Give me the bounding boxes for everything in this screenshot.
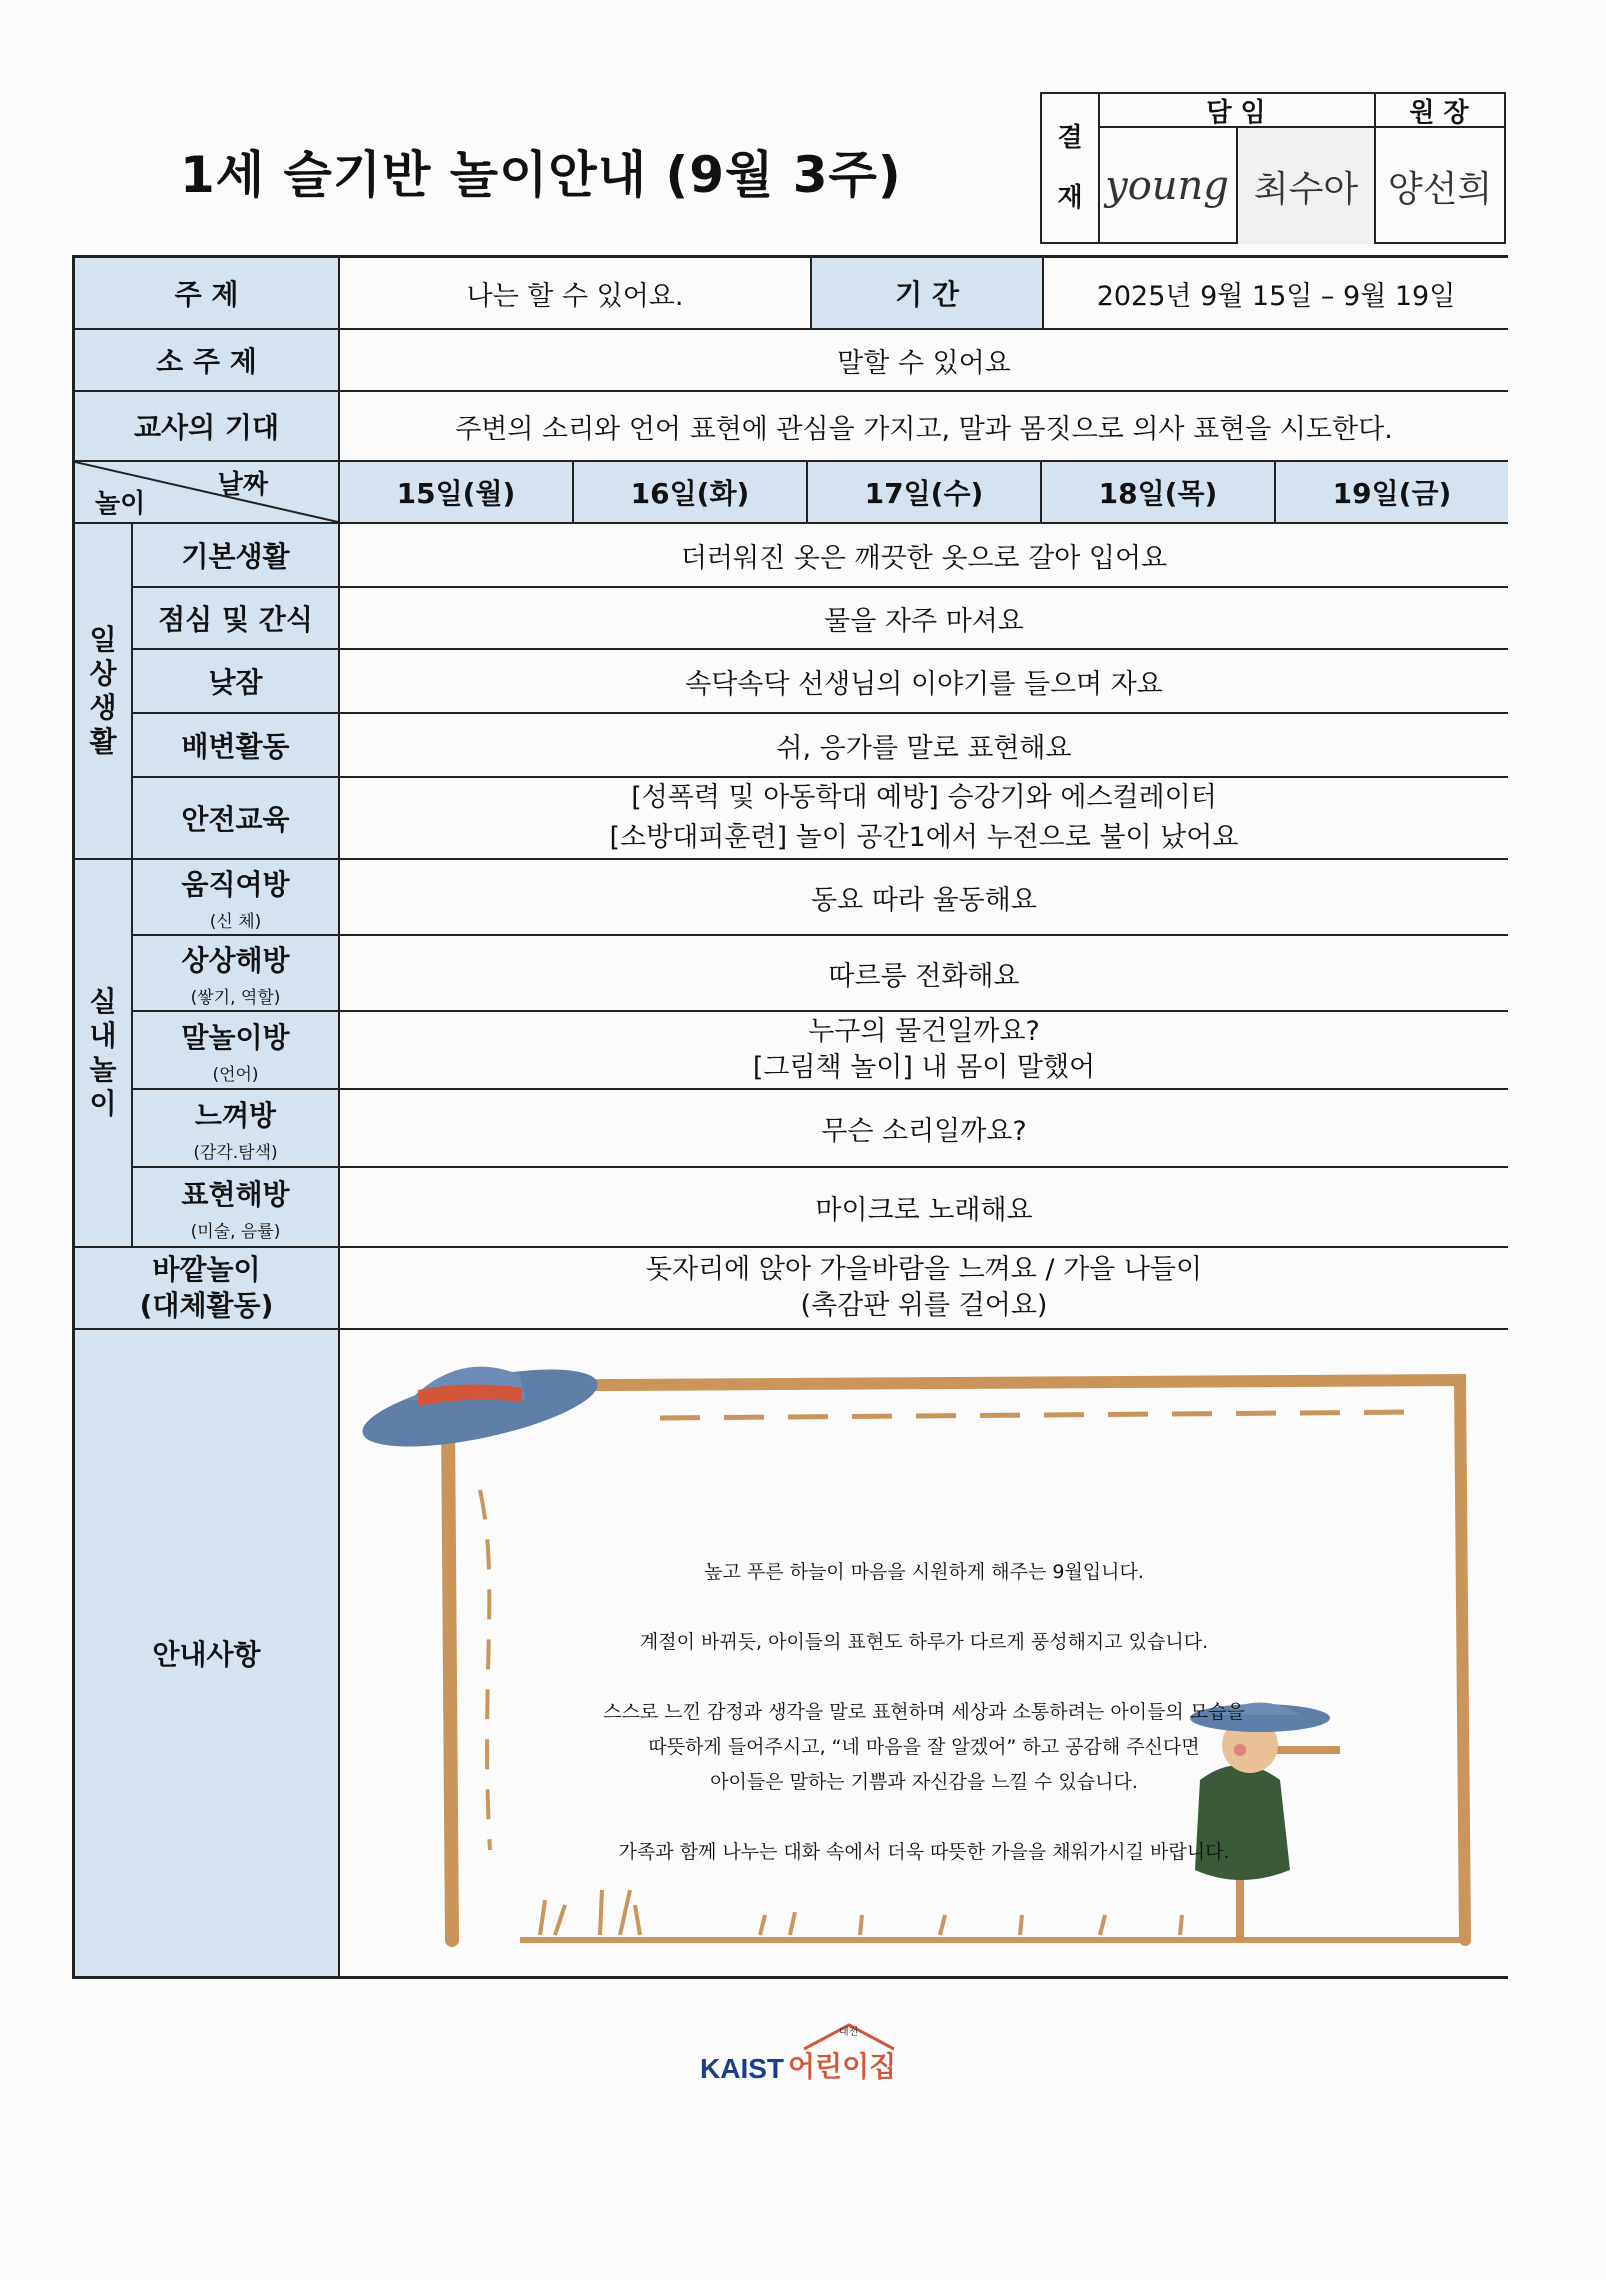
language-sub: (언어) bbox=[212, 1064, 259, 1085]
row-value-expression: 마이크로 노래해요 bbox=[340, 1168, 1508, 1248]
outdoor-line-1: 돗자리에 앉아 가을바람을 느껴요 / 가을 나들이 bbox=[645, 1254, 1203, 1285]
expression-sub: (미술, 음률) bbox=[190, 1221, 281, 1242]
plan-table bbox=[72, 255, 1508, 1979]
row-label-sensory bbox=[133, 1090, 340, 1168]
indoor-play-group-label: 실 내 놀 이 bbox=[75, 860, 133, 1248]
movement-sub: (신 체) bbox=[209, 911, 262, 932]
row-value-outdoor bbox=[340, 1248, 1508, 1330]
row-label-expression bbox=[133, 1168, 340, 1248]
daily-life-group-label: 일 상 생 활 bbox=[75, 524, 133, 860]
page-title: 1세 슬기반 놀이안내 (9월 3주) bbox=[180, 146, 902, 204]
outdoor-line-2: (촉감판 위를 걸어요) bbox=[800, 1290, 1048, 1321]
row-label-safety: 안전교육 bbox=[133, 778, 340, 860]
row-value-meal: 물을 자주 마셔요 bbox=[340, 588, 1508, 650]
date-corner-top: 날짜 bbox=[217, 470, 268, 500]
subtheme-label: 소 주 제 bbox=[75, 330, 340, 392]
sensory-label: 느껴방 bbox=[194, 1098, 277, 1132]
imagination-sub: (쌓기, 역할) bbox=[190, 987, 281, 1008]
expression-label: 표현해방 bbox=[181, 1177, 290, 1211]
movement-label: 움직여방 bbox=[181, 867, 290, 901]
row-label-basic: 기본생활 bbox=[133, 524, 340, 588]
row-value-sensory: 무슨 소리일까요? bbox=[340, 1090, 1508, 1168]
expectation-label: 교사의 기대 bbox=[75, 392, 340, 462]
date-corner-cell bbox=[75, 462, 340, 524]
row-value-movement: 동요 따라 율동해요 bbox=[340, 860, 1508, 936]
outdoor-label-1: 바깥놀이 bbox=[152, 1253, 261, 1286]
row-value-safety bbox=[340, 778, 1508, 860]
row-label-nap: 낮잠 bbox=[133, 650, 340, 714]
notice-line-2: 계절이 바뀌듯, 아이들의 표현도 하루가 다르게 풍성해지고 있습니다. bbox=[639, 1631, 1209, 1653]
logo-daycare: 어린이집 bbox=[788, 2050, 897, 2083]
safety-line-2: [소방대피훈련] 놀이 공간1에서 누전으로 불이 났어요 bbox=[609, 822, 1239, 853]
signature-1: young bbox=[1105, 163, 1229, 209]
logo-kaist: KAIST bbox=[700, 2053, 784, 2084]
period-value: 2025년 9월 15일 – 9월 19일 bbox=[1044, 258, 1508, 330]
row-value-language bbox=[340, 1012, 1508, 1090]
day-header-2: 16일(화) bbox=[574, 462, 808, 524]
language-label: 말놀이방 bbox=[181, 1020, 290, 1054]
row-label-meal: 점심 및 간식 bbox=[133, 588, 340, 650]
period-label: 기 간 bbox=[812, 258, 1044, 330]
day-header-1: 15일(월) bbox=[340, 462, 574, 524]
row-value-basic: 더러워진 옷은 깨끗한 옷으로 갈아 입어요 bbox=[340, 524, 1508, 588]
safety-line-1: [성폭력 및 아동학대 예방] 승강기와 에스컬레이터 bbox=[631, 782, 1217, 813]
theme-value: 나는 할 수 있어요. bbox=[340, 258, 812, 330]
theme-label: 주 제 bbox=[75, 258, 340, 330]
signature-2: 최수아 bbox=[1238, 128, 1374, 244]
language-line-1: 누구의 물건일까요? bbox=[808, 1016, 1040, 1047]
subtheme-value: 말할 수 있어요 bbox=[340, 330, 1508, 392]
footer-logo bbox=[700, 2027, 897, 2085]
row-label-movement bbox=[133, 860, 340, 936]
notice-line-5: 아이들은 말하는 기쁨과 자신감을 느낄 수 있습니다. bbox=[710, 1771, 1138, 1793]
date-corner-bottom: 놀이 bbox=[95, 489, 146, 519]
sensory-sub: (감각.탐색) bbox=[193, 1142, 278, 1163]
row-value-imagination: 따르릉 전화해요 bbox=[340, 936, 1508, 1012]
approval-label bbox=[1042, 94, 1100, 242]
approval-box bbox=[1040, 92, 1506, 244]
day-header-5: 19일(금) bbox=[1276, 462, 1508, 524]
notice-line-4: 따뜻하게 들어주시고, “네 마음을 잘 알겠어” 하고 공감해 주신다면 bbox=[648, 1736, 1200, 1758]
row-label-imagination bbox=[133, 936, 340, 1012]
teacher-header: 담 임 bbox=[1098, 94, 1374, 128]
notice-panel bbox=[340, 1330, 1508, 1976]
director-header: 원 장 bbox=[1374, 94, 1504, 128]
notice-line-1: 높고 푸른 하늘이 마음을 시원하게 해주는 9월입니다. bbox=[704, 1561, 1144, 1583]
approval-label-bottom: 재 bbox=[1057, 183, 1083, 213]
imagination-label: 상상해방 bbox=[181, 943, 290, 977]
row-label-language bbox=[133, 1012, 340, 1090]
row-label-toilet: 배변활동 bbox=[133, 714, 340, 778]
expectation-value: 주변의 소리와 언어 표현에 관심을 가지고, 말과 몸짓으로 의사 표현을 시도한다. bbox=[340, 392, 1508, 462]
language-line-2: [그림책 놀이] 내 몸이 말했어 bbox=[752, 1052, 1096, 1083]
logo-small: 대전 bbox=[839, 2027, 859, 2038]
outdoor-label-2: (대체활동) bbox=[139, 1289, 274, 1322]
day-header-4: 18일(목) bbox=[1042, 462, 1276, 524]
notice-label: 안내사항 bbox=[75, 1330, 340, 1976]
row-value-nap: 속닥속닥 선생님의 이야기를 들으며 자요 bbox=[340, 650, 1508, 714]
notice-line-3: 스스로 느낀 감정과 생각을 말로 표현하며 세상과 소통하려는 아이들의 모습을 bbox=[603, 1701, 1245, 1723]
row-value-toilet: 쉬, 응가를 말로 표현해요 bbox=[340, 714, 1508, 778]
day-header-3: 17일(수) bbox=[808, 462, 1042, 524]
approval-label-top: 결 bbox=[1057, 123, 1083, 153]
signature-3: 양선희 bbox=[1387, 168, 1493, 210]
notice-line-6: 가족과 함께 나누는 대화 속에서 더욱 따뜻한 가을을 채워가시길 바랍니다. bbox=[618, 1841, 1230, 1863]
row-label-outdoor bbox=[75, 1248, 340, 1330]
